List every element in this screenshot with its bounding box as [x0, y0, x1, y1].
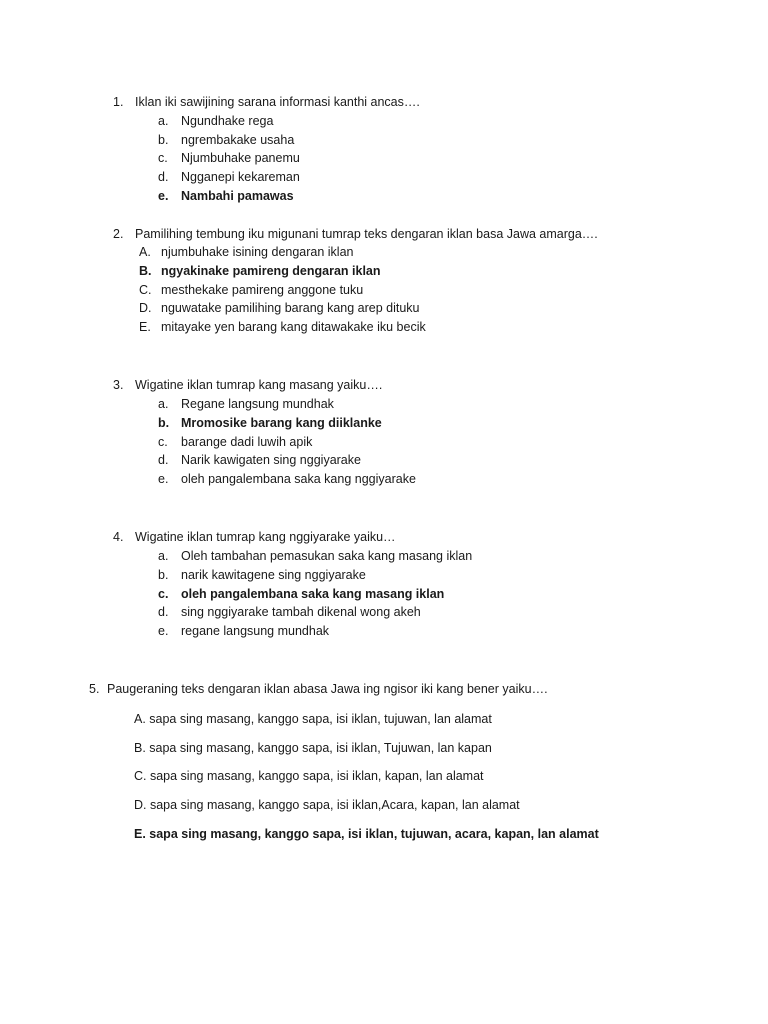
question-text: Iklan iki sawijining sarana informasi kanthi ancas…. [135, 95, 420, 109]
option-letter: d. [158, 453, 169, 467]
option-text-answer: Mromosike barang kang diiklanke [181, 416, 382, 430]
question-text: Wigatine iklan tumrap kang nggiyarake yaiku… [135, 530, 396, 544]
option-text: oleh pangalembana saka kang nggiyarake [181, 472, 416, 486]
option-text: narik kawitagene sing nggiyarake [181, 568, 366, 582]
question-text: Pamilihing tembung iku migunani tumrap teks dengaran iklan basa Jawa amarga…. [135, 227, 598, 241]
option-letter: a. [158, 549, 169, 563]
option-text: Ngundhake rega [181, 114, 274, 128]
option-text: njumbuhake isining dengaran iklan [161, 245, 354, 259]
question-text: Wigatine iklan tumrap kang masang yaiku…. [135, 378, 383, 392]
option-text: nguwatake pamilihing barang kang arep dituku [161, 301, 420, 315]
question-number: 5. [89, 682, 100, 696]
question-text: Paugeraning teks dengaran iklan abasa Jawa ing ngisor iki kang bener yaiku…. [107, 682, 548, 696]
option-text: Oleh tambahan pemasukan saka kang masang iklan [181, 549, 473, 563]
option-text: B. sapa sing masang, kanggo sapa, isi iklan, Tujuwan, lan kapan [134, 741, 492, 755]
option-text: A. sapa sing masang, kanggo sapa, isi iklan, tujuwan, lan alamat [134, 712, 492, 726]
option-letter: c. [158, 587, 169, 601]
option-letter: a. [158, 397, 169, 411]
option-text: Regane langsung mundhak [181, 397, 334, 411]
option-text: Ngganepi kekareman [181, 170, 300, 184]
option-letter: b. [158, 416, 170, 430]
option-letter: E. [139, 320, 151, 334]
option-letter: e. [158, 189, 169, 203]
option-text-answer: oleh pangalembana saka kang masang iklan [181, 587, 445, 601]
option-letter: c. [158, 435, 168, 449]
option-text-answer: ngyakinake pamireng dengaran iklan [161, 264, 381, 278]
option-text: D. sapa sing masang, kanggo sapa, isi iklan,Acara, kapan, lan alamat [134, 798, 520, 812]
option-text: mitayake yen barang kang ditawakake iku becik [161, 320, 426, 334]
question-number: 4. [113, 530, 124, 544]
option-text: mesthekake pamireng anggone tuku [161, 283, 364, 297]
option-letter: C. [139, 283, 152, 297]
option-text-answer: Nambahi pamawas [181, 189, 294, 203]
option-letter: d. [158, 605, 169, 619]
option-letter: e. [158, 624, 169, 638]
option-text: Njumbuhake panemu [181, 151, 300, 165]
option-letter: D. [139, 301, 152, 315]
option-letter: b. [158, 133, 169, 147]
option-letter: a. [158, 114, 169, 128]
option-text: regane langsung mundhak [181, 624, 330, 638]
option-letter: c. [158, 151, 168, 165]
option-letter: B. [139, 264, 152, 278]
option-text-answer: E. sapa sing masang, kanggo sapa, isi iklan, tujuwan, acara, kapan, lan alamat [134, 827, 599, 841]
option-letter: d. [158, 170, 169, 184]
question-number: 1. [113, 95, 124, 109]
option-text: C. sapa sing masang, kanggo sapa, isi iklan, kapan, lan alamat [134, 769, 484, 783]
option-text: sing nggiyarake tambah dikenal wong akeh [181, 605, 421, 619]
option-text: Narik kawigaten sing nggiyarake [181, 453, 361, 467]
question-number: 3. [113, 378, 124, 392]
option-letter: A. [139, 245, 151, 259]
question-number: 2. [113, 227, 124, 241]
option-text: barange dadi luwih apik [181, 435, 313, 449]
option-letter: e. [158, 472, 169, 486]
option-letter: b. [158, 568, 169, 582]
option-text: ngrembakake usaha [181, 133, 295, 147]
